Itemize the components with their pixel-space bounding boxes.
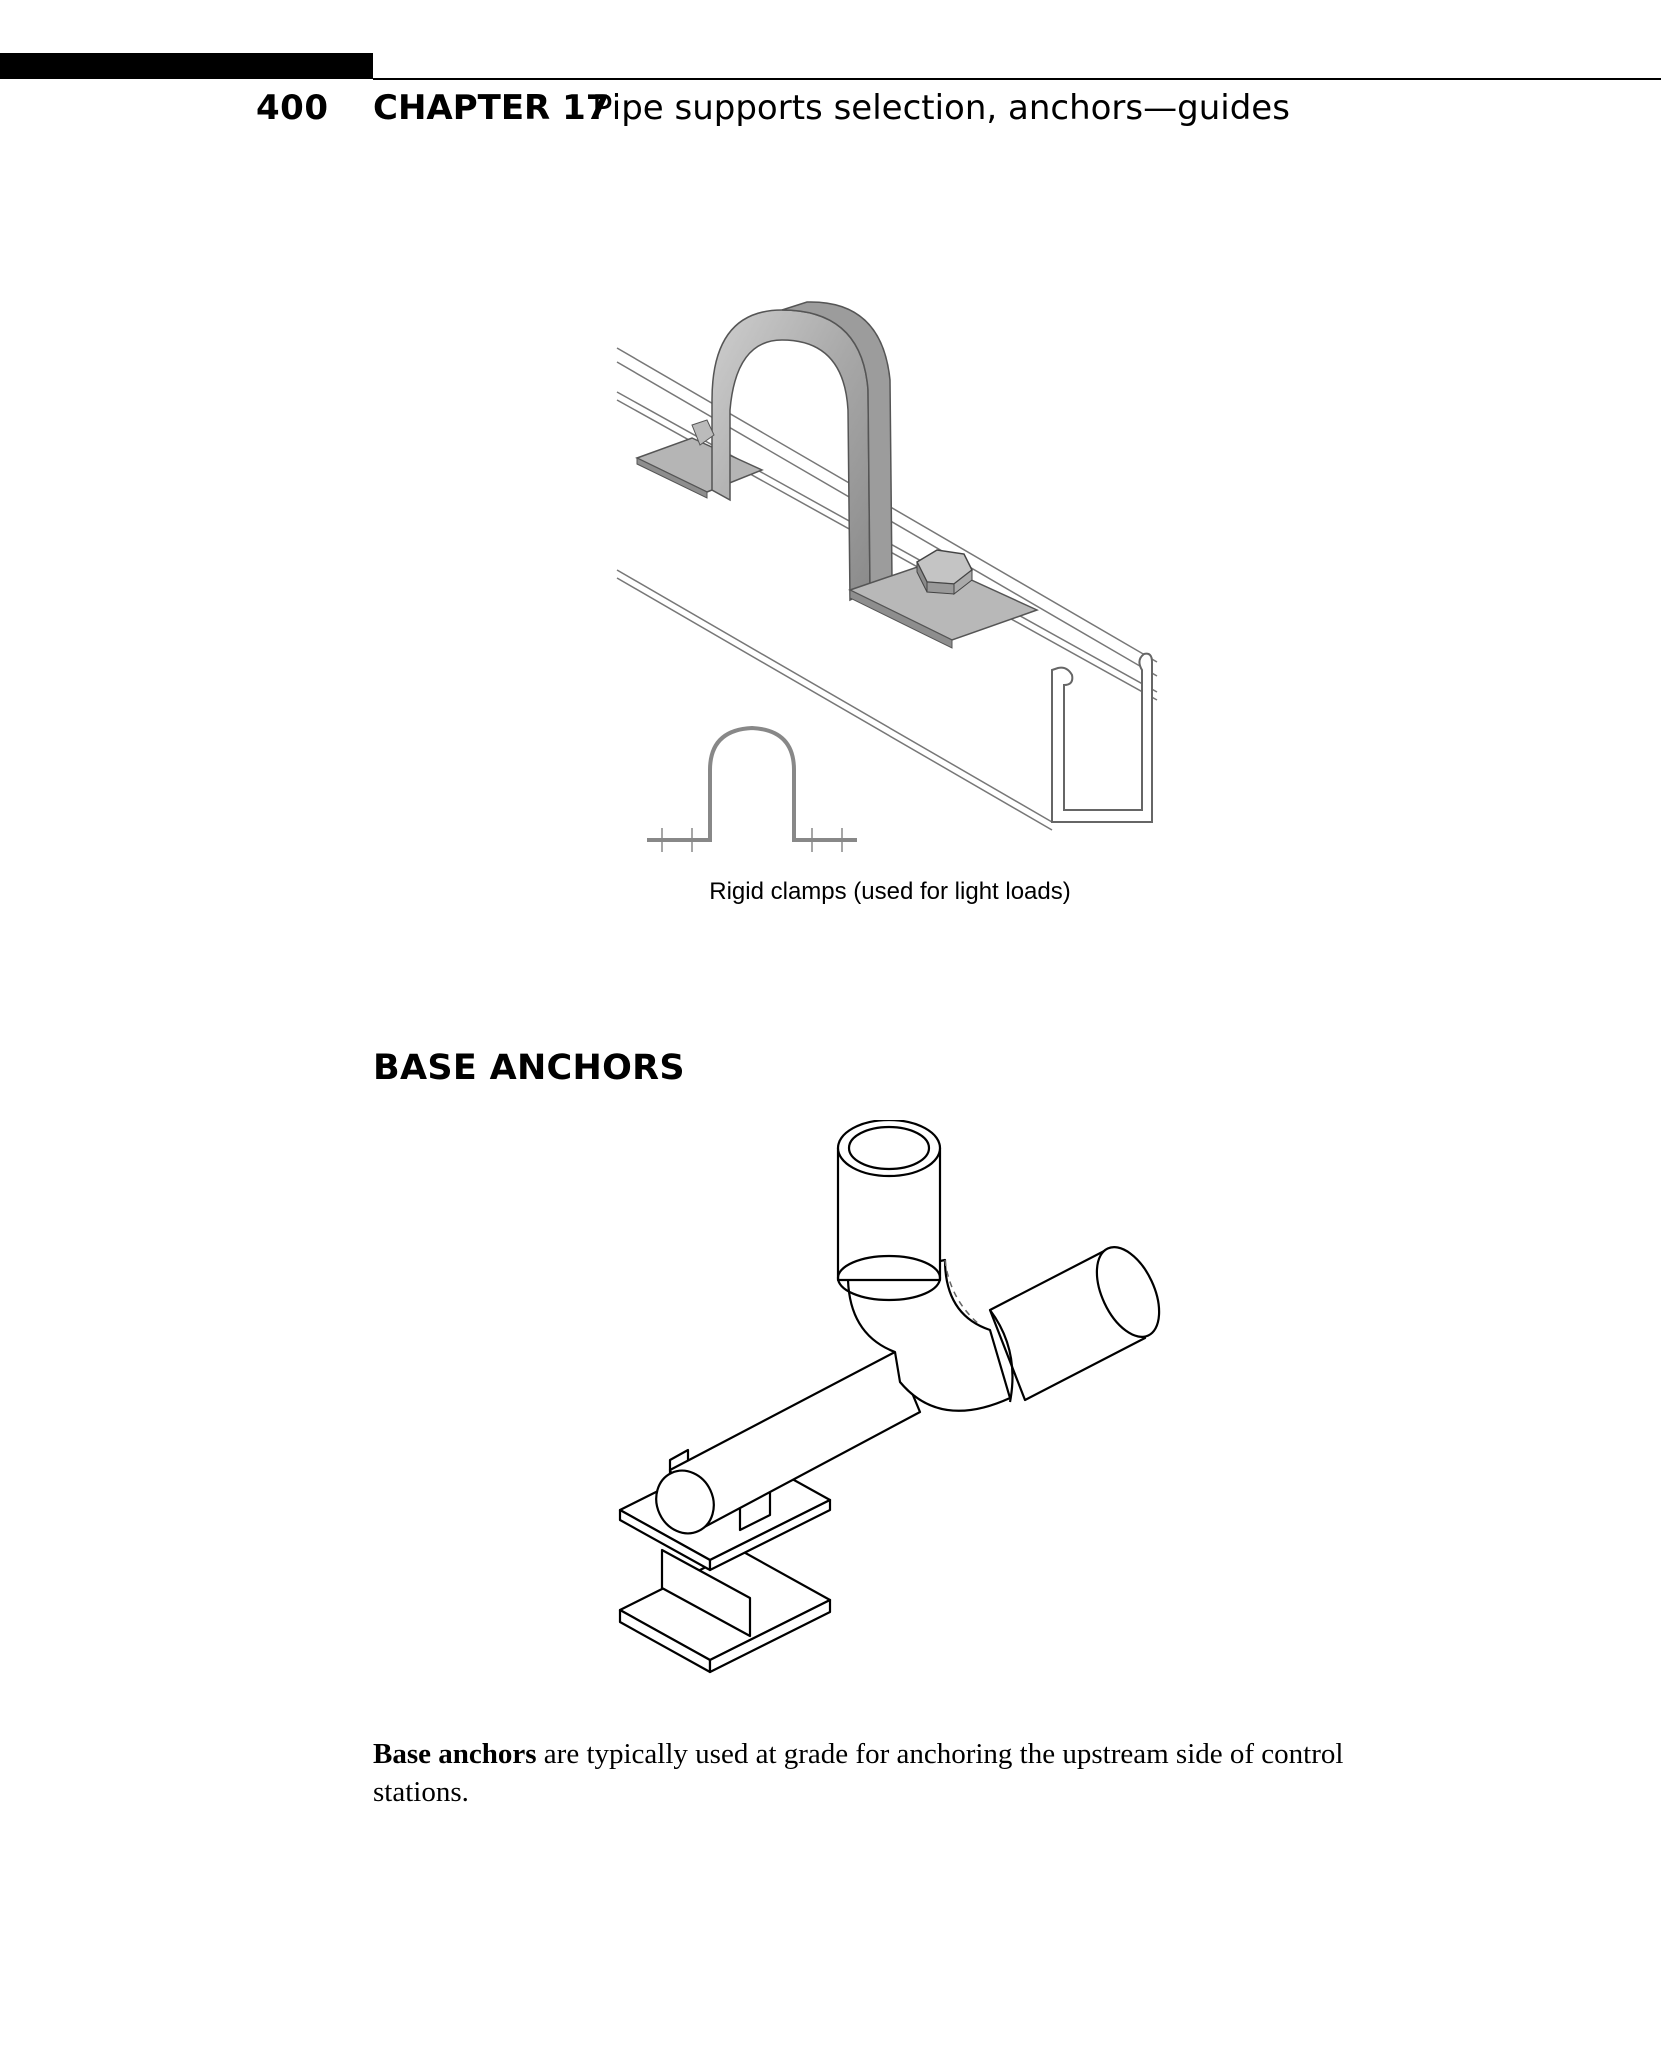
body-paragraph [373,1735,1433,1811]
section-heading: BASE ANCHORS [373,1048,685,1088]
header-rule [373,78,1661,80]
page-number: 400 [256,88,329,128]
chapter-label: CHAPTER 17 [373,88,610,128]
base-anchor-illustration [600,1120,1180,1690]
body-text: are typically used at grade for anchoring the upstream side of control stations. [373,1738,1344,1808]
figure-caption: Rigid clamps (used for light loads) [709,878,1071,905]
body-lead-bold: Base anchors [373,1738,537,1770]
rigid-clamp-illustration [612,300,1162,860]
chapter-title: Pipe supports selection, anchors—guides [592,88,1290,128]
header-black-bar [0,53,373,79]
running-head [0,88,1661,132]
